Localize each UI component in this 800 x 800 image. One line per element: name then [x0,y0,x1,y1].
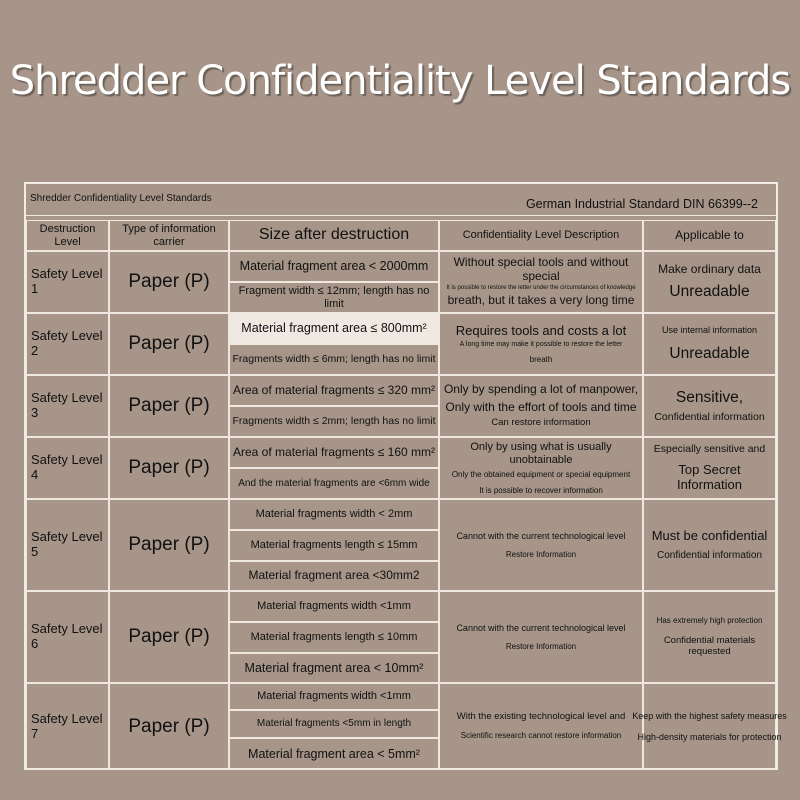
row-5-level: Safety Level 5 [26,499,109,591]
row-7-description: With the existing technological level and Scientific research cannot restore information [439,683,643,770]
row-6-description: Cannot with the current technological level Restore Information [439,591,643,683]
row-7-carrier: Paper (P) [109,683,229,770]
header-description: Confidentiality Level Description [439,220,643,251]
row-2-size-2: Fragments width ≤ 6mm; length has no limit [229,344,439,375]
row-6-size-1: Material fragments width <1mm [229,591,439,622]
row-3-size-2: Fragments width ≤ 2mm; length has no limit [229,406,439,437]
row-1-description: Without special tools and without special It is possible to restore the letter under the circumstances of knowledge breath, but it takes a very long time [439,251,643,313]
row-7-size-1: Material fragments width <1mm [229,683,439,710]
row-7-size-2: Material fragments <5mm in length [229,710,439,738]
header-level: Destruction Level [26,220,109,251]
row-1-carrier: Paper (P) [109,251,229,313]
row-7-size-3: Material fragment area < 5mm² [229,738,439,770]
row-2-size-1: Material fragment area ≤ 800mm² [229,313,439,344]
row-3-carrier: Paper (P) [109,375,229,437]
row-5-size-3: Material fragment area <30mm2 [229,561,439,591]
header-size: Size after destruction [229,220,439,251]
row-2-applicable: Use internal information Unreadable [643,313,776,375]
row-3-level: Safety Level 3 [26,375,109,437]
row-5-size-2: Material fragments length ≤ 15mm [229,530,439,561]
row-5-size-1: Material fragments width < 2mm [229,499,439,530]
table-caption: Shredder Confidentiality Level Standards [30,193,212,204]
row-5-carrier: Paper (P) [109,499,229,591]
row-5-applicable: Must be confidential Confidential information [643,499,776,591]
row-5-description: Cannot with the current technological level Restore Information [439,499,643,591]
page-title: Shredder Confidentiality Level Standards [9,58,791,104]
row-2-description: Requires tools and costs a lot A long time may make it possible to restore the letter breath [439,313,643,375]
row-3-applicable: Sensitive, Confidential information [643,375,776,437]
row-6-size-3: Material fragment area < 10mm² [229,653,439,683]
row-1-size-1: Material fragment area < 2000mm [229,251,439,282]
row-7-level: Safety Level 7 [26,683,109,770]
row-7-applicable: Keep with the highest safety measures High-density materials for protection [643,683,776,770]
header-applicable: Applicable to [643,220,776,251]
row-2-carrier: Paper (P) [109,313,229,375]
row-1-applicable: Make ordinary data Unreadable [643,251,776,313]
row-6-carrier: Paper (P) [109,591,229,683]
row-3-description: Only by spending a lot of manpower, Only with the effort of tools and time Can restore information [439,375,643,437]
header-carrier: Type of information carrier [109,220,229,251]
row-4-description: Only by using what is usually unobtainable Only the obtained equipment or special equipment It is possible to recover information [439,437,643,499]
standard-cell [426,192,776,216]
row-4-level: Safety Level 4 [26,437,109,499]
row-1-level: Safety Level 1 [26,251,109,313]
row-1-size-2: Fragment width ≤ 12mm; length has no limit [229,282,439,313]
row-2-level: Safety Level 2 [26,313,109,375]
standard-label: German Industrial Standard DIN 66399--2 [525,196,758,211]
row-6-applicable: Has extremely high protection Confidential materials requested [643,591,776,683]
row-6-size-2: Material fragments length ≤ 10mm [229,622,439,653]
row-4-size-2: And the material fragments are <6mm wide [229,468,439,499]
standards-table [24,182,787,770]
row-6-level: Safety Level 6 [26,591,109,683]
row-4-carrier: Paper (P) [109,437,229,499]
row-3-size-1: Area of material fragments ≤ 320 mm² [229,375,439,406]
row-4-size-1: Area of material fragments ≤ 160 mm² [229,437,439,468]
row-4-applicable: Especially sensitive and Top Secret Information [643,437,776,499]
